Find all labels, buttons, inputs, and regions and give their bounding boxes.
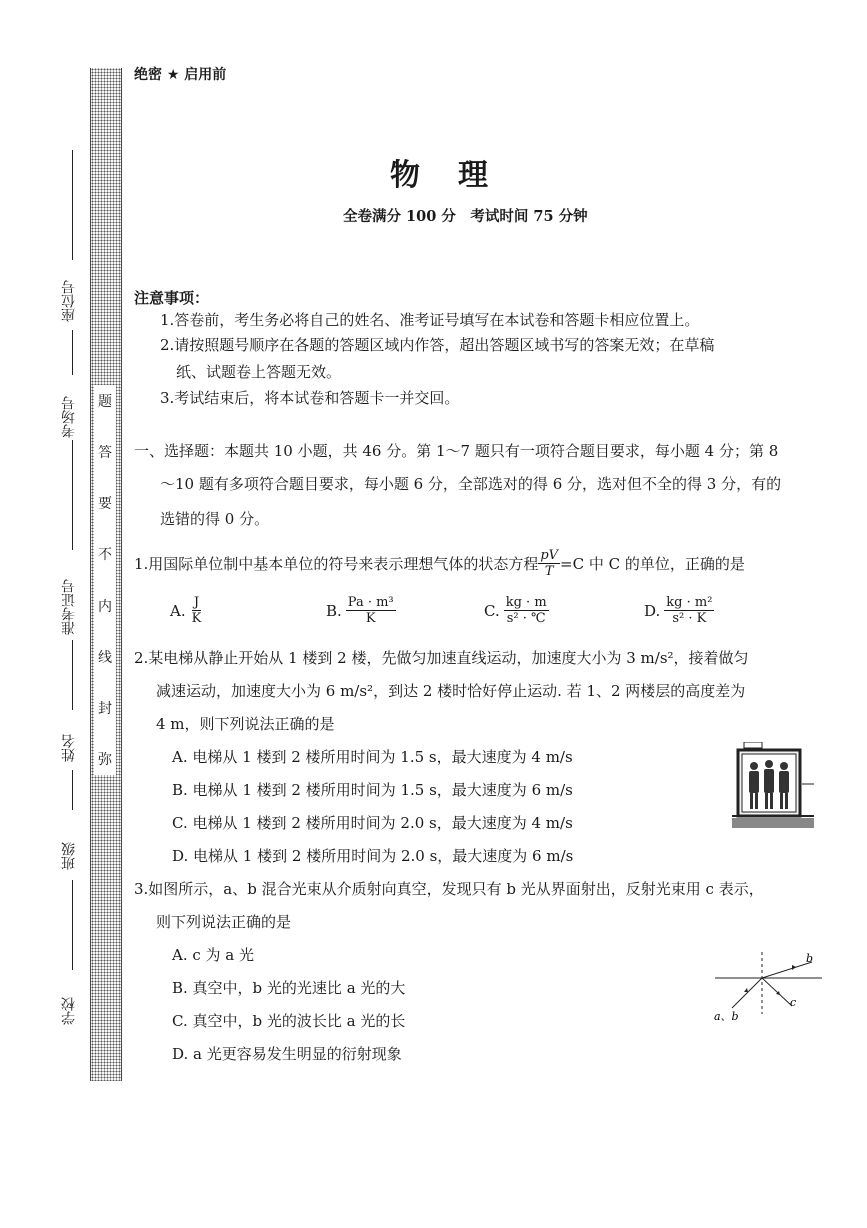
- q1-stem-after: =C 中 C 的单位，正确的是: [560, 554, 745, 573]
- q3-option-d[interactable]: D. a 光更容易发生明显的衍射现象: [172, 1045, 402, 1063]
- seal-char: 答: [98, 445, 112, 462]
- fraction-numerator: J: [193, 595, 200, 610]
- q2-option-d[interactable]: D. 电梯从 1 楼到 2 楼所用时间为 2.0 s，最大速度为 6 m/s: [172, 847, 574, 865]
- school-line: [72, 880, 73, 970]
- seal-char: 不: [98, 547, 112, 564]
- option-label: B.: [326, 601, 342, 620]
- label-c: c: [790, 996, 797, 1009]
- q1-option-a[interactable]: [170, 595, 203, 626]
- fraction-denominator: s² · K: [672, 611, 707, 626]
- option-fraction: [190, 595, 204, 626]
- question-2-line: 2.某电梯从静止开始从 1 楼到 2 楼，先做匀加速直线运动，加速度大小为 3 m/s²，接着做匀: [134, 649, 749, 667]
- seal-char: 封: [98, 700, 112, 717]
- question-2-line: 减速运动，加速度大小为 6 m/s²，到达 2 楼时恰好停止运动. 若 1、2 两楼层的高度差为: [156, 682, 746, 700]
- option-fraction: [346, 595, 396, 626]
- q2-option-b[interactable]: B. 电梯从 1 楼到 2 楼所用时间为 1.5 s，最大速度为 6 m/s: [172, 781, 573, 799]
- q2-option-c[interactable]: C. 电梯从 1 楼到 2 楼所用时间为 2.0 s，最大速度为 4 m/s: [172, 814, 573, 832]
- fraction-denominator: K: [191, 611, 202, 626]
- fraction-denominator: T: [544, 564, 554, 579]
- question-3-line: 3.如图所示，a、b 混合光束从介质射向真空，发现只有 b 光从界面射出，反射光束用 c 表示，: [134, 880, 764, 898]
- section-intro-line: ～10 题有多项符合题目要求，每小题 6 分，全部选对的得 6 分，选对但不全的得 3 分，有的: [160, 475, 782, 493]
- seal-char: 内: [98, 598, 112, 615]
- confidential-mark: 绝密 ★ 启用前: [134, 67, 227, 83]
- notice-heading: 注意事项：: [134, 289, 210, 307]
- school-label: 学校: [61, 997, 77, 1025]
- exam-room-line: [72, 330, 73, 375]
- admission-ticket-line: [72, 440, 73, 550]
- option-fraction: [504, 595, 549, 626]
- option-fraction: [664, 595, 714, 626]
- elevator-figure: [730, 742, 816, 832]
- q1-option-c[interactable]: [484, 595, 549, 626]
- notice-item: 1.答卷前，考生务必将自己的姓名、准考证号填写在本试卷和答题卡相应位置上。: [160, 311, 700, 329]
- name-label: 姓名: [61, 734, 77, 762]
- option-label: D.: [644, 601, 661, 620]
- notice-item: 3.考试结束后，将本试卷和答题卡一并交回。: [160, 389, 460, 407]
- fraction-denominator: s² · ℃: [506, 611, 546, 626]
- q1-option-b[interactable]: [326, 595, 396, 626]
- q1-option-d[interactable]: [644, 595, 714, 626]
- refraction-figure: [710, 948, 830, 1024]
- notice-item: 2.请按照题号顺序在各题的答题区域内作答，超出答题区域书写的答案无效；在草稿: [160, 336, 715, 354]
- fraction-numerator: Pa · m³: [347, 595, 394, 610]
- q2-option-a[interactable]: A. 电梯从 1 楼到 2 楼所用时间为 1.5 s，最大速度为 4 m/s: [172, 748, 573, 766]
- seal-line-notice: [94, 385, 116, 775]
- fraction-numerator: pV: [540, 548, 559, 563]
- label-b: b: [806, 952, 814, 965]
- seal-char: 弥: [98, 751, 112, 768]
- option-label: C.: [484, 601, 500, 620]
- section-intro-line: 一、选择题：本题共 10 小题，共 46 分。第 1～7 题只有一项符合题目要求，每小题 4 分；第 8: [134, 442, 779, 460]
- notice-item: 纸、试题卷上答题无效。: [176, 363, 342, 381]
- seat-number-line: [72, 150, 73, 260]
- question-1-stem: [134, 548, 745, 579]
- q1-stem-before: 1.用国际单位制中基本单位的符号来表示理想气体的状态方程: [134, 554, 539, 573]
- admission-ticket-label: 准考证号: [61, 579, 77, 635]
- exam-subtitle: 全卷满分 100 分 考试时间 75 分钟: [343, 208, 588, 225]
- question-3-line: 则下列说法正确的是: [156, 913, 292, 931]
- q3-option-c[interactable]: C. 真空中，b 光的波长比 a 光的长: [172, 1012, 406, 1030]
- exam-title: 物理: [390, 158, 526, 193]
- seal-char: 线: [98, 649, 112, 666]
- fraction-numerator: kg · m²: [666, 595, 713, 610]
- q3-option-b[interactable]: B. 真空中，b 光的光速比 a 光的大: [172, 979, 406, 997]
- class-line: [72, 770, 73, 810]
- seal-char: 题: [98, 394, 112, 410]
- exam-room-label: 考场号: [61, 396, 77, 438]
- question-2-line: 4 m，则下列说法正确的是: [156, 715, 335, 733]
- label-ab: a、b: [714, 1010, 739, 1023]
- state-equation-fraction: [538, 548, 560, 579]
- option-label: A.: [170, 601, 186, 620]
- name-line: [72, 640, 73, 710]
- q3-option-a[interactable]: A. c 为 a 光: [172, 946, 255, 964]
- fraction-numerator: kg · m: [505, 595, 547, 610]
- section-intro-line: 选错的得 0 分。: [160, 510, 270, 528]
- seal-char: 要: [98, 496, 112, 513]
- seat-number-label: 座位号: [61, 280, 77, 322]
- fraction-denominator: K: [365, 611, 376, 626]
- class-label: 班级: [61, 842, 77, 870]
